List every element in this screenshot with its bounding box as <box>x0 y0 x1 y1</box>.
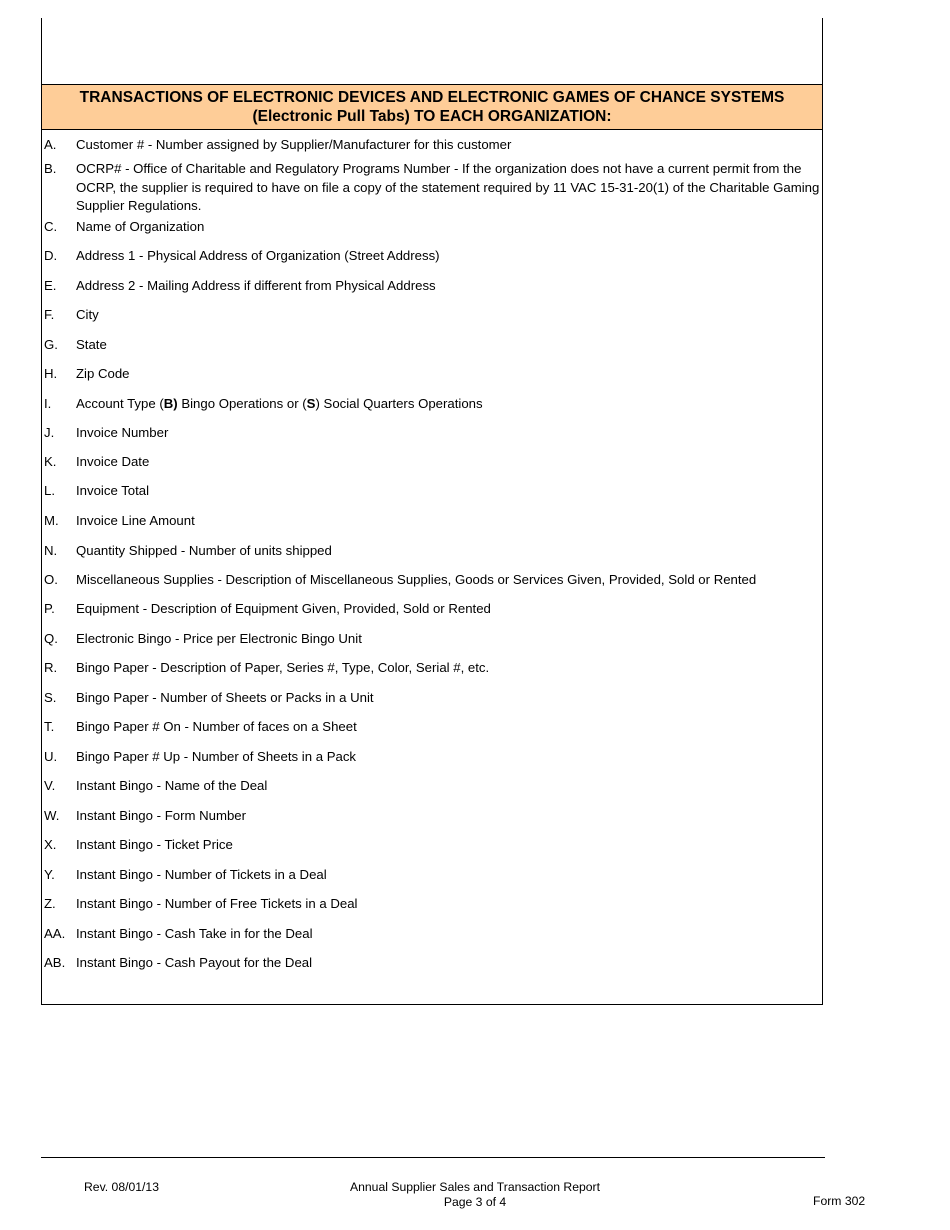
item-text: Address 2 - Mailing Address if different from Physical Address <box>76 278 436 293</box>
item-letter: S. <box>44 690 57 705</box>
item-letter: Z. <box>44 896 56 911</box>
item-letter: A. <box>44 137 57 152</box>
item-text: Instant Bingo - Number of Tickets in a Deal <box>76 867 327 882</box>
report-title: Annual Supplier Sales and Transaction Report <box>350 1180 600 1194</box>
item-letter: D. <box>44 248 58 263</box>
item-letter: J. <box>44 425 55 440</box>
item-letter: B. <box>44 161 57 176</box>
item-text: Bingo Paper # Up - Number of Sheets in a Pack <box>76 749 357 764</box>
item-letter: M. <box>44 513 59 528</box>
item-text-part: Bingo Operations or ( <box>177 396 307 411</box>
item-letter: X. <box>44 837 57 852</box>
item-text: Invoice Total <box>76 483 150 498</box>
item-letter: H. <box>44 366 58 381</box>
item-text: Name of Organization <box>76 219 205 234</box>
revision-date: Rev. 08/01/13 <box>84 1180 159 1194</box>
item-letter: I. <box>44 396 52 411</box>
page-number: Page 3 of 4 <box>443 1195 507 1209</box>
item-letter: K. <box>44 454 57 469</box>
item-text-bold: S <box>306 396 316 411</box>
item-letter: T. <box>44 719 55 734</box>
item-text: Address 1 - Physical Address of Organization (Street Address) <box>76 248 440 263</box>
section-header-line2: (Electronic Pull Tabs) TO EACH ORGANIZATION: <box>252 108 612 125</box>
item-text: Instant Bingo - Name of the Deal <box>76 778 268 793</box>
item-text: Equipment - Description of Equipment Given, Provided, Sold or Rented <box>76 601 491 616</box>
item-text: Invoice Number <box>76 425 169 440</box>
item-text: OCRP# - Office of Charitable and Regulatory Programs Number - If the organization does not have a current permit from the OCRP, the supplier is required to have on file a copy of the statement required by 11 VAC 15-31-20(1) of the Charitable Gaming Supplier Regulations. <box>76 161 820 213</box>
form-number: Form 302 <box>813 1194 866 1208</box>
item-text: Invoice Line Amount <box>76 513 195 528</box>
item-text: State <box>76 337 107 352</box>
item-letter: V. <box>44 778 56 793</box>
item-letter: L. <box>44 483 55 498</box>
item-text: Invoice Date <box>76 454 150 469</box>
item-letter: AB. <box>44 955 66 970</box>
item-text: Instant Bingo - Cash Payout for the Deal <box>76 955 313 970</box>
footer-center <box>300 1180 650 1210</box>
item-letter: Y. <box>44 867 55 882</box>
item-letter: O. <box>44 572 58 587</box>
item-text: Quantity Shipped - Number of units shipped <box>76 543 332 558</box>
section-header-line1: TRANSACTIONS OF ELECTRONIC DEVICES AND ELECTRONIC GAMES OF CHANCE SYSTEMS <box>79 89 785 106</box>
item-text: Instant Bingo - Number of Free Tickets in a Deal <box>76 896 358 911</box>
item-text: Customer # - Number assigned by Supplier/Manufacturer for this customer <box>76 137 512 152</box>
item-text: Instant Bingo - Cash Take in for the Deal <box>76 926 313 941</box>
item-text: Instant Bingo - Ticket Price <box>76 837 233 852</box>
item-text: Zip Code <box>76 366 130 381</box>
item-letter: P. <box>44 601 55 616</box>
section-header <box>41 84 823 130</box>
item-letter: AA. <box>44 926 66 941</box>
item-text: Bingo Paper # On - Number of faces on a Sheet <box>76 719 357 734</box>
item-letter: N. <box>44 543 58 558</box>
item-letter: F. <box>44 307 55 322</box>
item-letter: C. <box>44 219 58 234</box>
item-letter: U. <box>44 749 58 764</box>
item-letter: E. <box>44 278 57 293</box>
item-text-part: Account Type ( <box>76 396 164 411</box>
item-text: City <box>76 307 99 322</box>
item-text-part: ) Social Quarters Operations <box>315 396 483 411</box>
footer-divider <box>41 1157 825 1158</box>
item-letter: R. <box>44 660 58 675</box>
item-text: Bingo Paper - Number of Sheets or Packs in a Unit <box>76 690 374 705</box>
item-text-bold: B) <box>163 396 178 411</box>
item-letter: Q. <box>44 631 58 646</box>
item-text: Instant Bingo - Form Number <box>76 808 247 823</box>
item-text: Bingo Paper - Description of Paper, Series #, Type, Color, Serial #, etc. <box>76 660 490 675</box>
item-letter: G. <box>44 337 58 352</box>
item-letter: W. <box>44 808 60 823</box>
item-text: Miscellaneous Supplies - Description of Miscellaneous Supplies, Goods or Services Given, Provided, Sold or Rented <box>76 572 757 587</box>
item-text <box>76 395 826 414</box>
item-text: Electronic Bingo - Price per Electronic Bingo Unit <box>76 631 362 646</box>
